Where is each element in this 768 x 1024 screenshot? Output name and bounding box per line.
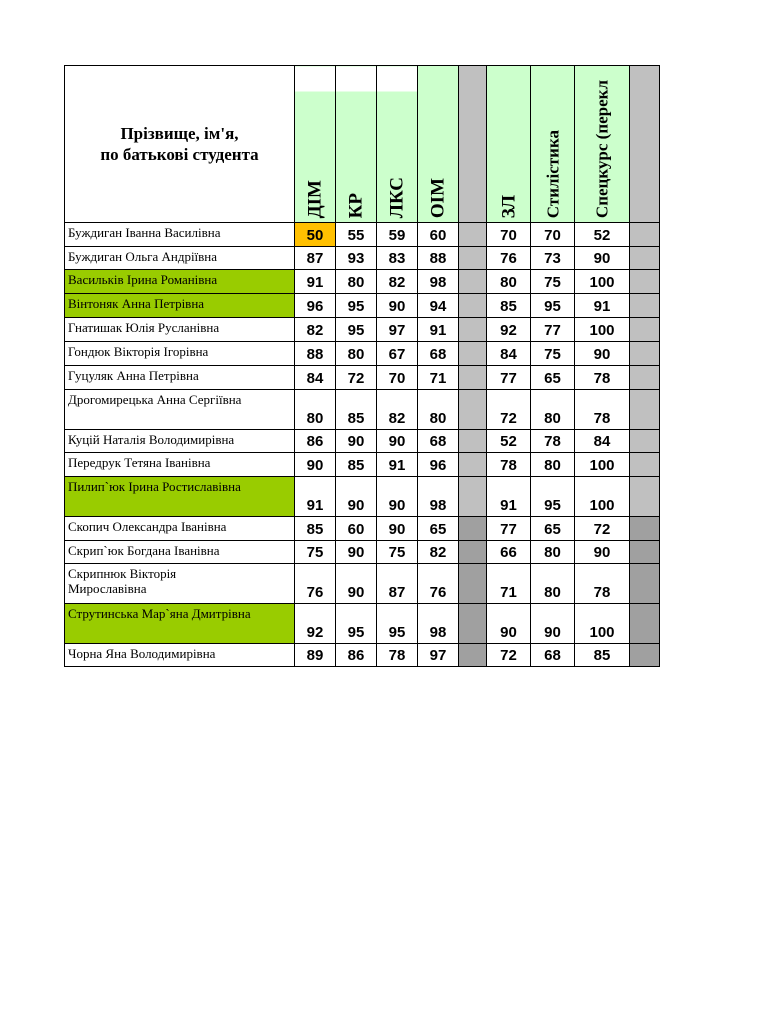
score-cell: 86 xyxy=(295,430,336,453)
student-name-header: Прізвище, ім'я, по батькові студента xyxy=(65,66,295,223)
subject-header-kr xyxy=(336,66,377,223)
score-cell: 96 xyxy=(418,453,459,477)
score-cell: 91 xyxy=(418,318,459,342)
score-cell: 100 xyxy=(575,318,630,342)
table-row xyxy=(65,247,660,270)
gray-trailing-cell xyxy=(630,564,660,604)
score-cell: 60 xyxy=(418,223,459,247)
score-cell: 78 xyxy=(575,366,630,390)
score-cell: 80 xyxy=(336,342,377,366)
score-cell: 80 xyxy=(336,270,377,294)
score-cell: 60 xyxy=(336,517,377,541)
gray-separator-cell xyxy=(459,430,487,453)
score-cell: 76 xyxy=(295,564,336,604)
score-cell: 90 xyxy=(336,477,377,517)
score-cell: 100 xyxy=(575,604,630,644)
student-name: Гондюк Вікторія Ігорівна xyxy=(65,342,295,366)
score-cell: 84 xyxy=(295,366,336,390)
score-cell: 90 xyxy=(336,430,377,453)
gray-trailing-cell xyxy=(630,318,660,342)
score-cell: 84 xyxy=(575,430,630,453)
score-cell: 90 xyxy=(575,247,630,270)
score-cell: 98 xyxy=(418,477,459,517)
score-cell: 75 xyxy=(531,342,575,366)
subject-label: ЛКС xyxy=(386,176,408,218)
score-cell: 95 xyxy=(531,477,575,517)
gray-trailing-cell xyxy=(630,517,660,541)
score-cell: 96 xyxy=(295,294,336,318)
score-cell: 90 xyxy=(377,477,418,517)
gray-trailing-cell xyxy=(630,342,660,366)
score-cell: 92 xyxy=(295,604,336,644)
score-cell: 90 xyxy=(336,564,377,604)
score-cell: 72 xyxy=(487,390,531,430)
score-cell: 88 xyxy=(418,247,459,270)
score-cell: 85 xyxy=(487,294,531,318)
score-cell: 95 xyxy=(336,318,377,342)
table-row xyxy=(65,366,660,390)
score-cell: 59 xyxy=(377,223,418,247)
gray-trailing-cell xyxy=(630,366,660,390)
score-cell: 95 xyxy=(531,294,575,318)
score-cell: 91 xyxy=(377,453,418,477)
gray-trailing-cell xyxy=(630,477,660,517)
student-name: Куцій Наталія Володимирівна xyxy=(65,430,295,453)
table-row xyxy=(65,564,660,604)
score-cell: 68 xyxy=(418,430,459,453)
score-cell: 78 xyxy=(531,430,575,453)
score-cell: 76 xyxy=(418,564,459,604)
score-cell: 91 xyxy=(295,270,336,294)
score-cell: 90 xyxy=(377,294,418,318)
student-rows xyxy=(65,223,660,667)
score-cell: 82 xyxy=(377,270,418,294)
subject-header-lks xyxy=(377,66,418,223)
score-cell: 100 xyxy=(575,270,630,294)
gray-separator-cell xyxy=(459,644,487,667)
student-name: Струтинська Мар`яна Дмитрівна xyxy=(65,604,295,644)
student-name: Передрук Тетяна Іванівна xyxy=(65,453,295,477)
score-cell: 87 xyxy=(377,564,418,604)
score-cell: 91 xyxy=(487,477,531,517)
score-cell: 66 xyxy=(487,541,531,564)
gray-separator-cell xyxy=(459,270,487,294)
table-row xyxy=(65,390,660,430)
gray-trailing-cell xyxy=(630,294,660,318)
subject-label: ЗЛ xyxy=(498,194,519,218)
table-row xyxy=(65,223,660,247)
score-cell: 93 xyxy=(336,247,377,270)
score-cell: 72 xyxy=(336,366,377,390)
score-cell: 90 xyxy=(487,604,531,644)
score-cell: 89 xyxy=(295,644,336,667)
gray-trailing-header xyxy=(630,66,660,223)
score-cell: 91 xyxy=(575,294,630,318)
student-name: Скрип`юк Богдана Іванівна xyxy=(65,541,295,564)
table-row xyxy=(65,517,660,541)
subject-header-special-course xyxy=(575,66,630,223)
score-cell: 85 xyxy=(336,453,377,477)
header-row xyxy=(65,66,660,223)
score-cell: 55 xyxy=(336,223,377,247)
gray-separator-cell xyxy=(459,247,487,270)
table-row xyxy=(65,430,660,453)
score-cell: 70 xyxy=(487,223,531,247)
subject-label: ОІМ xyxy=(427,177,449,218)
score-cell: 100 xyxy=(575,453,630,477)
score-cell: 80 xyxy=(531,453,575,477)
subject-label: Стилістика xyxy=(543,129,562,218)
subject-header-oim xyxy=(418,66,459,223)
score-cell: 95 xyxy=(377,604,418,644)
subject-header-stylistics xyxy=(531,66,575,223)
gray-trailing-cell xyxy=(630,223,660,247)
score-cell: 80 xyxy=(531,541,575,564)
table-row xyxy=(65,477,660,517)
table-row xyxy=(65,342,660,366)
grades-table xyxy=(64,65,660,667)
score-cell: 82 xyxy=(295,318,336,342)
score-cell: 78 xyxy=(377,644,418,667)
gray-trailing-cell xyxy=(630,541,660,564)
score-cell: 90 xyxy=(377,430,418,453)
gray-separator-cell xyxy=(459,517,487,541)
student-name: Чорна Яна Володимирівна xyxy=(65,644,295,667)
score-cell: 88 xyxy=(295,342,336,366)
score-cell: 75 xyxy=(295,541,336,564)
score-cell: 50 xyxy=(295,223,336,247)
score-cell: 75 xyxy=(377,541,418,564)
score-cell: 73 xyxy=(531,247,575,270)
gray-trailing-cell xyxy=(630,430,660,453)
score-cell: 65 xyxy=(531,517,575,541)
gray-separator-cell xyxy=(459,390,487,430)
score-cell: 97 xyxy=(377,318,418,342)
score-cell: 78 xyxy=(575,564,630,604)
subject-label: ДІМ xyxy=(304,179,326,218)
gray-separator-cell xyxy=(459,477,487,517)
score-cell: 72 xyxy=(487,644,531,667)
table-row xyxy=(65,318,660,342)
table-row xyxy=(65,644,660,667)
score-cell: 77 xyxy=(487,366,531,390)
score-cell: 76 xyxy=(487,247,531,270)
score-cell: 98 xyxy=(418,604,459,644)
subject-label: КР xyxy=(345,192,367,218)
score-cell: 86 xyxy=(336,644,377,667)
score-cell: 65 xyxy=(418,517,459,541)
score-cell: 72 xyxy=(575,517,630,541)
gray-separator-cell xyxy=(459,564,487,604)
gray-separator-cell xyxy=(459,342,487,366)
gray-trailing-cell xyxy=(630,247,660,270)
gray-separator-cell xyxy=(459,604,487,644)
score-cell: 82 xyxy=(418,541,459,564)
subject-label: Спецкурс (перекл xyxy=(592,79,612,218)
gray-separator-cell xyxy=(459,318,487,342)
gray-separator-cell xyxy=(459,453,487,477)
student-name: Скопич Олександра Іванівна xyxy=(65,517,295,541)
student-name: Буждиган Іванна Василівна xyxy=(65,223,295,247)
score-cell: 95 xyxy=(336,604,377,644)
score-cell: 90 xyxy=(531,604,575,644)
score-cell: 85 xyxy=(336,390,377,430)
score-cell: 90 xyxy=(377,517,418,541)
score-cell: 83 xyxy=(377,247,418,270)
score-cell: 87 xyxy=(295,247,336,270)
score-cell: 52 xyxy=(487,430,531,453)
score-cell: 97 xyxy=(418,644,459,667)
student-name: Гуцуляк Анна Петрівна xyxy=(65,366,295,390)
score-cell: 70 xyxy=(377,366,418,390)
score-cell: 77 xyxy=(487,517,531,541)
score-cell: 78 xyxy=(575,390,630,430)
score-cell: 67 xyxy=(377,342,418,366)
student-name: Вінтоняк Анна Петрівна xyxy=(65,294,295,318)
gray-trailing-cell xyxy=(630,644,660,667)
gray-separator-cell xyxy=(459,366,487,390)
score-cell: 100 xyxy=(575,477,630,517)
score-cell: 98 xyxy=(418,270,459,294)
score-cell: 77 xyxy=(531,318,575,342)
gray-separator-cell xyxy=(459,541,487,564)
student-name: Пилип`юк Ірина Ростиславівна xyxy=(65,477,295,517)
student-name: Гнатишак Юлія Русланівна xyxy=(65,318,295,342)
score-cell: 92 xyxy=(487,318,531,342)
gray-separator-cell xyxy=(459,223,487,247)
score-cell: 52 xyxy=(575,223,630,247)
gray-separator-cell xyxy=(459,294,487,318)
gray-trailing-cell xyxy=(630,270,660,294)
student-name: Буждиган Ольга Андріївна xyxy=(65,247,295,270)
score-cell: 68 xyxy=(531,644,575,667)
score-cell: 70 xyxy=(531,223,575,247)
score-cell: 78 xyxy=(487,453,531,477)
table-row xyxy=(65,541,660,564)
score-cell: 80 xyxy=(487,270,531,294)
table-row xyxy=(65,270,660,294)
score-cell: 65 xyxy=(531,366,575,390)
score-cell: 80 xyxy=(531,390,575,430)
score-cell: 85 xyxy=(575,644,630,667)
score-cell: 85 xyxy=(295,517,336,541)
student-name: Васильків Ірина Романівна xyxy=(65,270,295,294)
subject-header-dim xyxy=(295,66,336,223)
score-cell: 80 xyxy=(418,390,459,430)
score-cell: 90 xyxy=(575,541,630,564)
score-cell: 90 xyxy=(336,541,377,564)
score-cell: 95 xyxy=(336,294,377,318)
student-name: Дрогомирецька Анна Сергіївна xyxy=(65,390,295,430)
subject-header-zl xyxy=(487,66,531,223)
gray-separator-header xyxy=(459,66,487,223)
score-cell: 80 xyxy=(295,390,336,430)
score-cell: 71 xyxy=(418,366,459,390)
score-cell: 91 xyxy=(295,477,336,517)
student-name: Скрипнюк Вікторія Мирославівна xyxy=(65,564,295,604)
gray-trailing-cell xyxy=(630,390,660,430)
score-cell: 84 xyxy=(487,342,531,366)
gray-trailing-cell xyxy=(630,604,660,644)
score-cell: 68 xyxy=(418,342,459,366)
score-cell: 90 xyxy=(575,342,630,366)
score-cell: 82 xyxy=(377,390,418,430)
score-cell: 75 xyxy=(531,270,575,294)
table-row xyxy=(65,453,660,477)
gray-trailing-cell xyxy=(630,453,660,477)
table-row xyxy=(65,294,660,318)
score-cell: 80 xyxy=(531,564,575,604)
score-cell: 71 xyxy=(487,564,531,604)
score-cell: 94 xyxy=(418,294,459,318)
table-row xyxy=(65,604,660,644)
score-cell: 90 xyxy=(295,453,336,477)
